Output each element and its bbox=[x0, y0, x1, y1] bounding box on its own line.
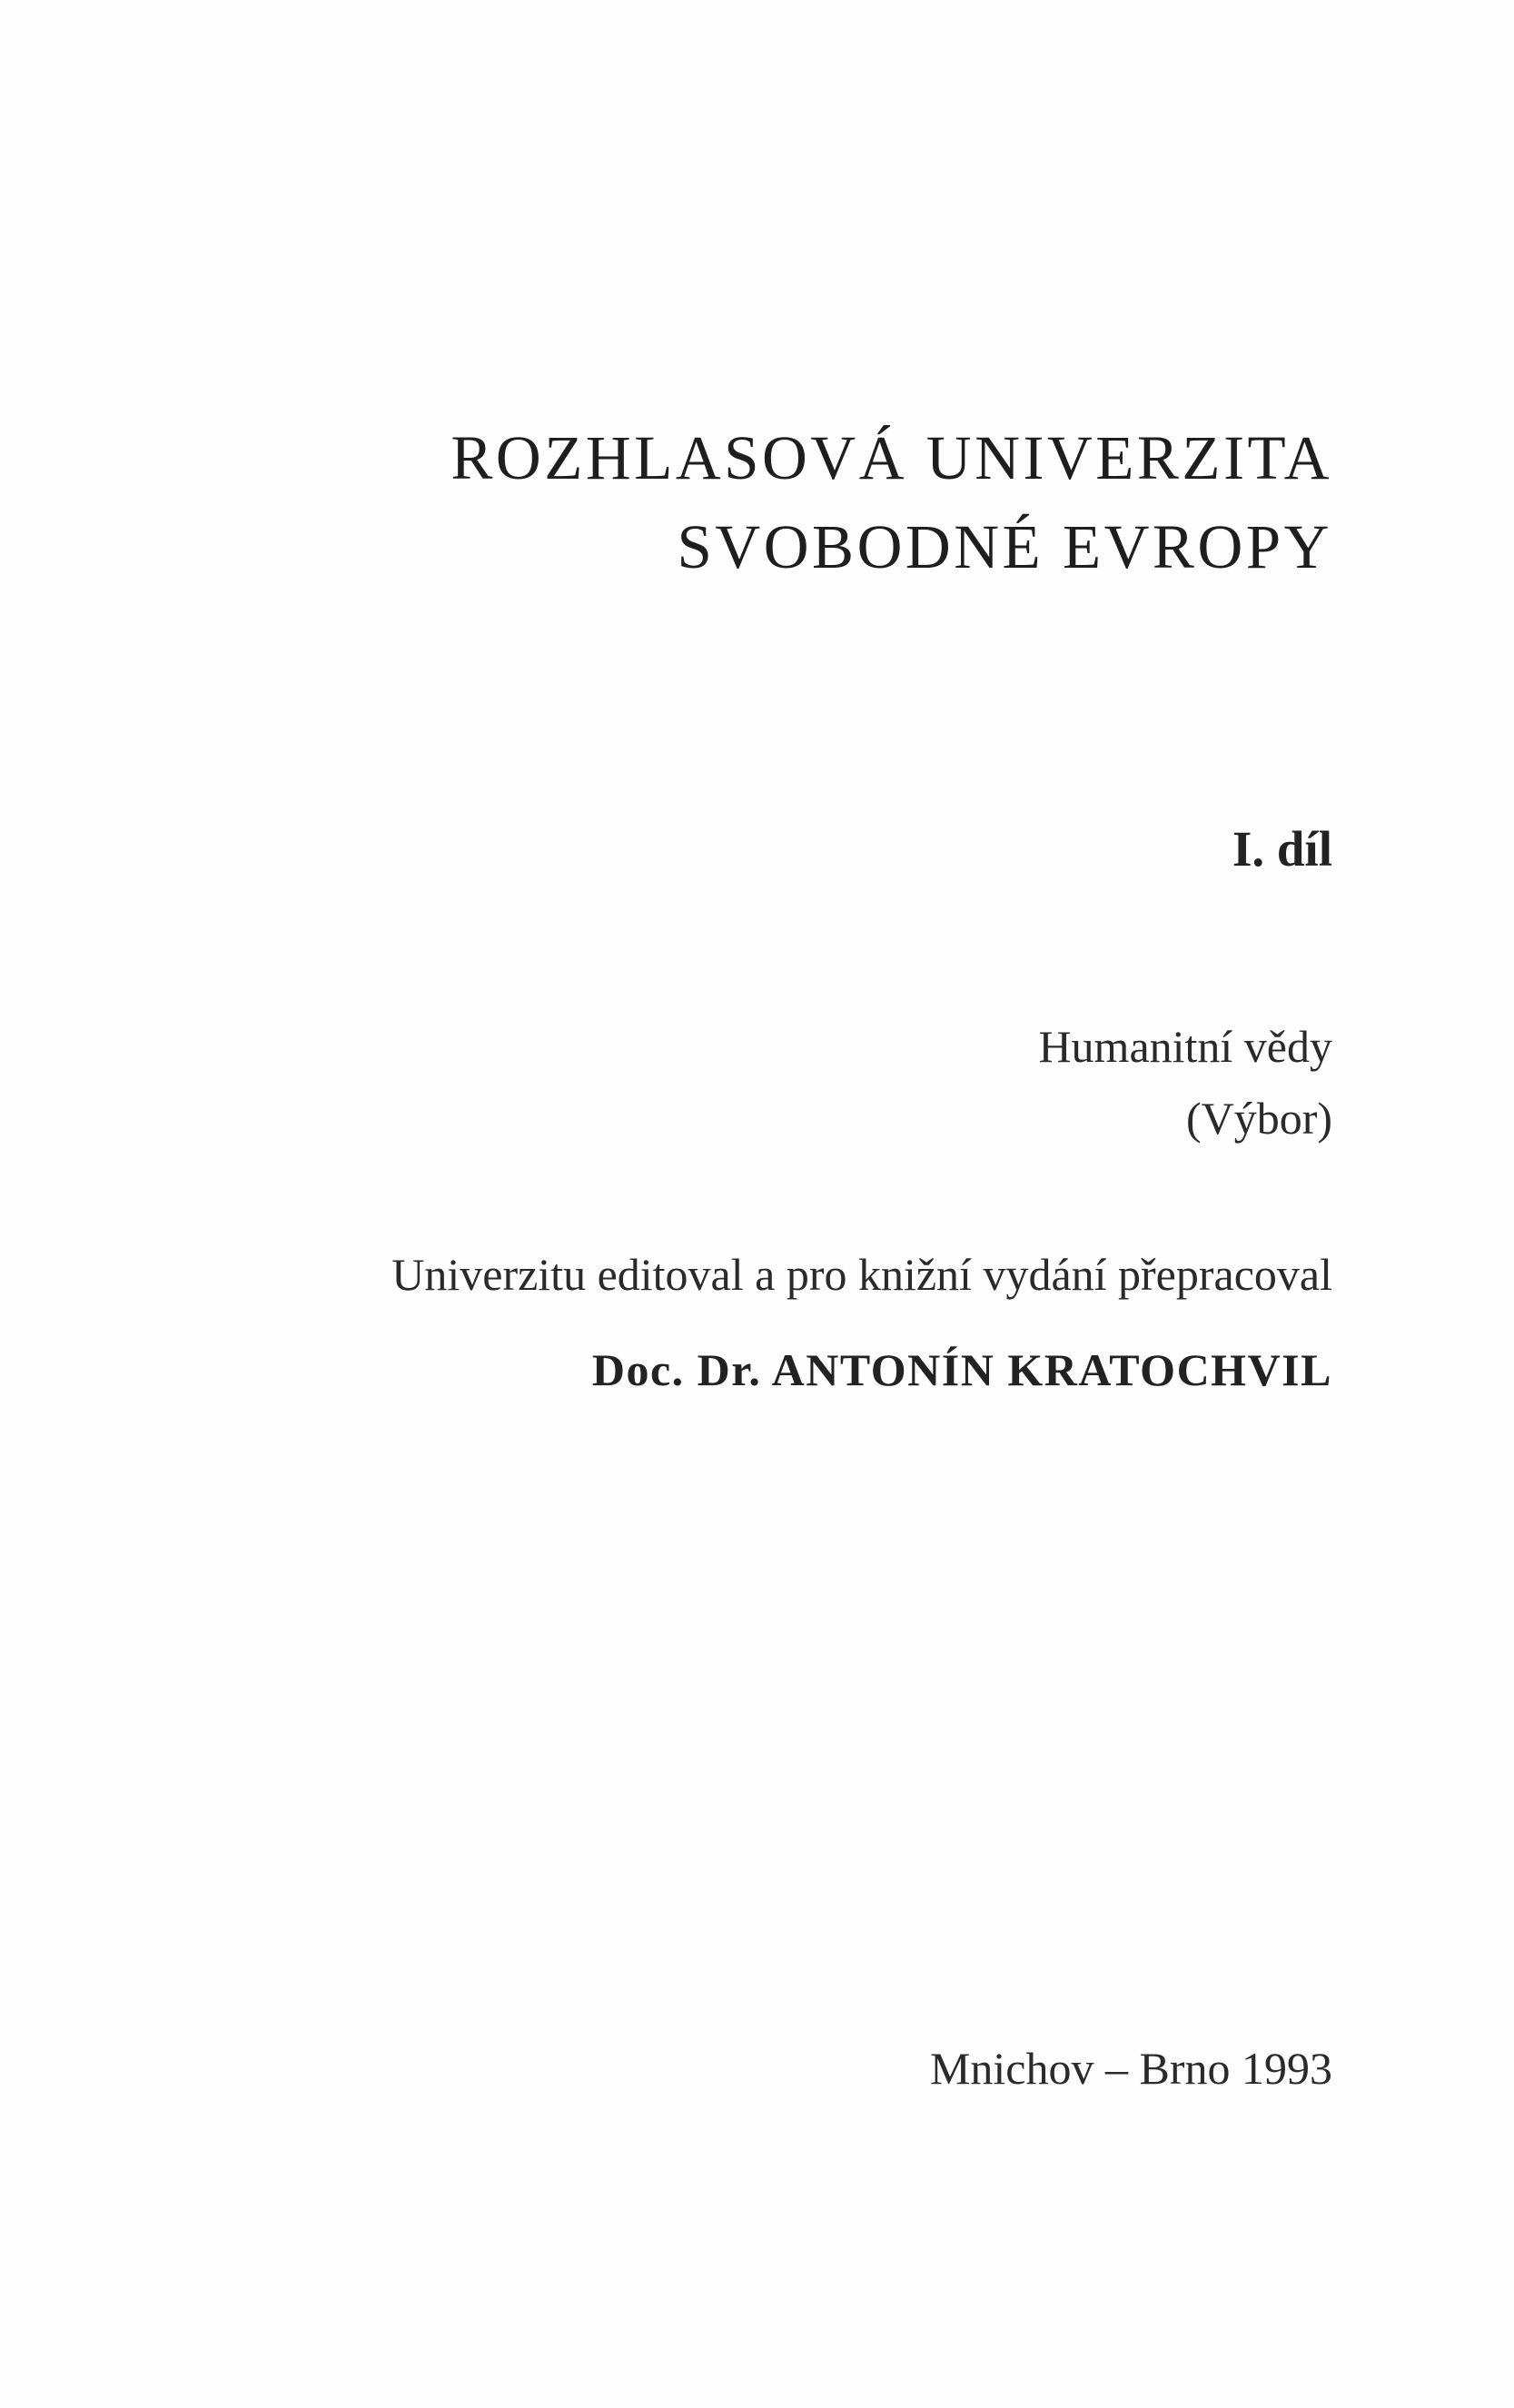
book-title-line-2: SVOBODNÉ EVROPY bbox=[677, 512, 1332, 581]
editor-note: Univerzitu editoval a pro knižní vydání přepracoval bbox=[391, 1249, 1332, 1300]
book-title-line-1: ROZHLASOVÁ UNIVERZITA bbox=[450, 423, 1332, 492]
subtitle-humanities: Humanitní vědy bbox=[1038, 1021, 1332, 1072]
volume-number: I. díl bbox=[1232, 821, 1332, 877]
editor-name: Doc. Dr. ANTONÍN KRATOCHVIL bbox=[591, 1344, 1332, 1395]
publication-imprint: Mnichov – Brno 1993 bbox=[929, 2043, 1332, 2094]
subtitle-selection: (Výbor) bbox=[1185, 1093, 1332, 1144]
